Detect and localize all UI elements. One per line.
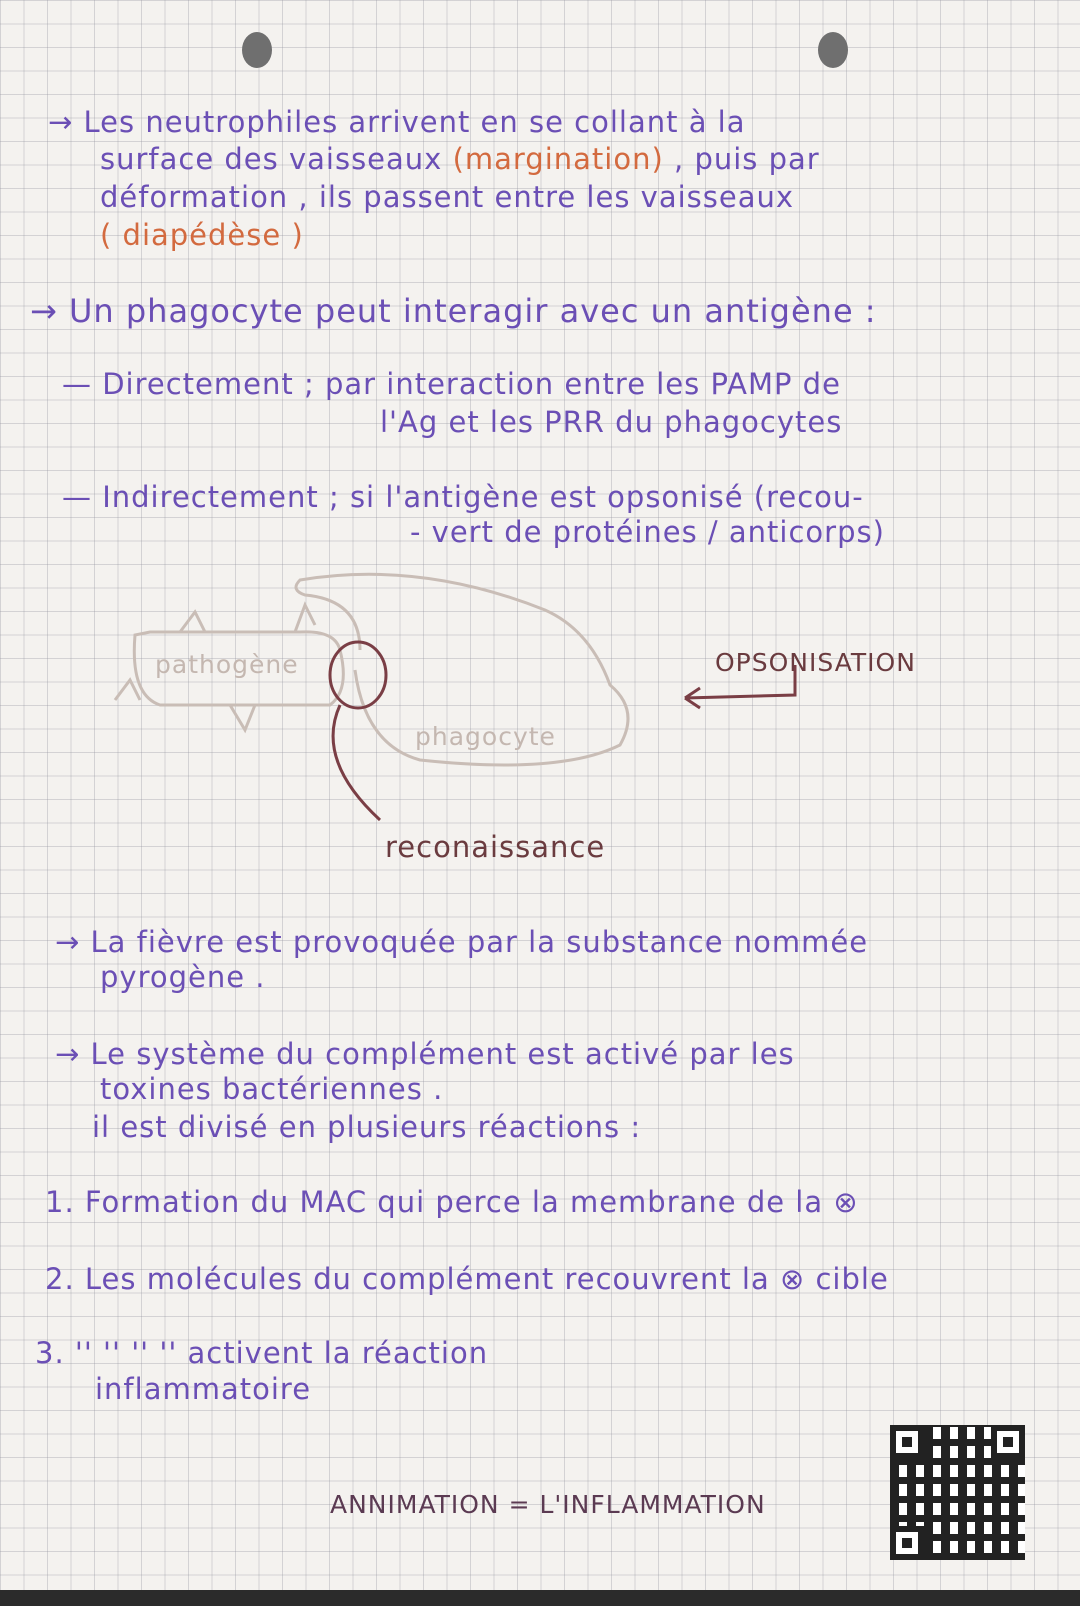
- direct-line1: — Directement ; par interaction entre les PAMP de: [62, 367, 841, 401]
- para1-line2a: surface des vaisseaux: [100, 142, 453, 176]
- phagocyte-label: phagocyte: [415, 722, 556, 751]
- binder-hole-left: [242, 32, 272, 68]
- recognition-circle: [330, 642, 386, 708]
- para1-line2: [100, 142, 820, 176]
- para3-line1: → La fièvre est provoquée par la substance nommée: [55, 925, 869, 959]
- indirect-line1: — Indirectement ; si l'antigène est opsonisé (recou-: [62, 480, 864, 514]
- para1-line2c: , puis par: [663, 142, 820, 176]
- indirect-line2: - vert de protéines / anticorps): [410, 515, 885, 549]
- para4-line2: toxines bactériennes .: [100, 1072, 444, 1106]
- page-bottom-edge: [0, 1590, 1080, 1606]
- margination-term: (margination): [452, 142, 664, 176]
- para3-line2: pyrogène .: [100, 960, 266, 994]
- para2-line1: → Un phagocyte peut interagir avec un antigène :: [30, 292, 877, 330]
- list-item-3: 3. '' '' '' '' activent la réaction: [35, 1336, 489, 1370]
- direct-line2: l'Ag et les PRR du phagocytes: [380, 405, 843, 439]
- para4-line3: il est divisé en plusieurs réactions :: [92, 1110, 642, 1144]
- list-item-2: 2. Les molécules du complément recouvrent la ⊗ cible: [45, 1262, 889, 1296]
- list-item-1: 1. Formation du MAC qui perce la membrane de la ⊗: [45, 1185, 859, 1219]
- opsonisation-diagram: [0, 570, 1080, 870]
- list-item-3-continued: inflammatoire: [95, 1372, 312, 1406]
- binder-hole-right: [818, 32, 848, 68]
- diapedese-term: ( diapédèse ): [100, 218, 304, 252]
- para1-line1: → Les neutrophiles arrivent en se collant à la: [48, 105, 746, 139]
- para4-line1: → Le système du complément est activé par les: [55, 1037, 795, 1071]
- qr-code[interactable]: [890, 1425, 1025, 1560]
- para1-line3: déformation , ils passent entre les vaisseaux: [100, 180, 795, 214]
- opsonisation-label: OPSONISATION: [715, 648, 916, 677]
- pathogen-label: pathogène: [155, 650, 299, 679]
- footer-title: ANNIMATION = L'INFLAMMATION: [330, 1490, 766, 1519]
- recognition-label: reconaissance: [385, 830, 606, 864]
